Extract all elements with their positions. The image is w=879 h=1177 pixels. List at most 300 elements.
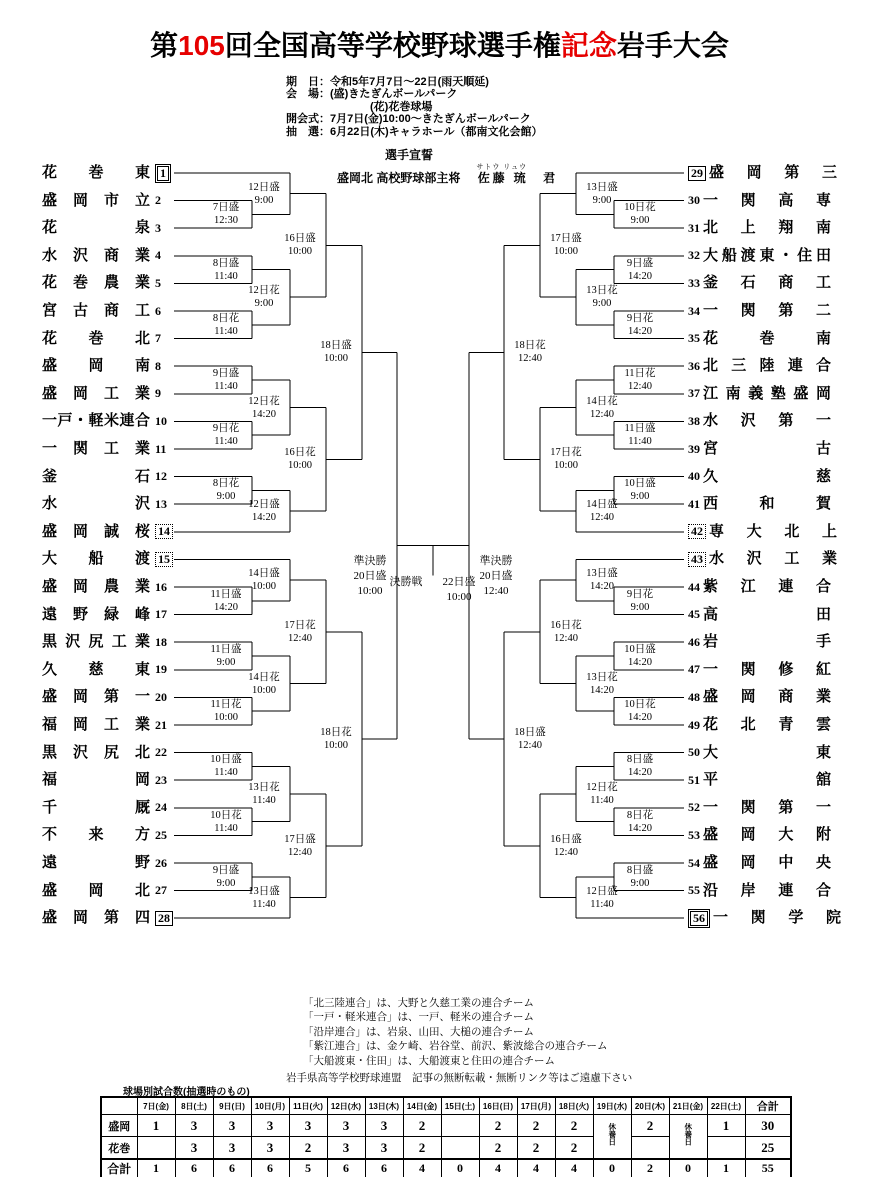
schedule-cell: 3 [365,1115,403,1137]
final-label: 決勝戦 [389,576,423,588]
team-row [688,467,843,487]
match-date: 11日盛 [210,644,242,655]
match-label [242,395,286,421]
match-time: 11:40 [252,795,276,806]
schedule-cell: 2 [479,1137,517,1160]
schedule-cell: 3 [327,1137,365,1160]
schedule-cell: 25 [745,1137,791,1160]
title-part-red: 105 [178,30,225,61]
team-name: 沿岸連合 [703,881,831,899]
team-row [688,549,843,569]
team-seed-number: 56 [688,909,710,928]
team-name: 盛岡市立 [42,191,150,209]
team-row [42,246,182,266]
team-name: 盛岡商業 [703,688,831,706]
match-date: 9日花 [626,312,654,324]
schedule-row-label: 合計 [101,1159,137,1177]
schedule-column-header: 12日(水) [327,1097,365,1115]
oath-honorific: 君 [543,171,556,185]
team-row [42,522,182,542]
team-name: 一関学院 [713,909,841,927]
team-name: 遠野 [42,854,150,871]
match-label [278,833,322,859]
title-part: 岩手大会 [616,30,729,61]
team-row [688,770,843,790]
team-name: 水沢工業 [709,550,837,568]
schedule-column-header: 7日(金) [137,1097,175,1115]
team-seed-number: 17 [155,607,167,622]
schedule-column-header: 13日(木) [365,1097,403,1115]
team-row [42,632,182,652]
match-time: 9:00 [630,601,650,613]
schedule-cell: 2 [403,1115,441,1137]
match-label [580,395,624,421]
match-date: 14日花 [248,671,280,683]
match-time: 14:20 [628,325,652,337]
match-time: 11:40 [214,436,238,448]
match-time: 9:00 [254,194,274,206]
schedule-cell: 3 [251,1137,289,1160]
match-time: 11:40 [214,270,238,282]
team-name: 盛岡中央 [703,854,831,871]
team-row [688,411,843,431]
match-label [544,833,588,859]
team-seed-number: 35 [688,331,700,346]
team-seed-number: 34 [688,303,700,318]
schedule-cell: 6 [327,1159,365,1177]
match-date: 16日盛 [550,833,582,845]
team-row [688,163,843,183]
team-row [42,301,182,321]
match-time: 9:00 [630,215,650,227]
match-date: 16日盛 [284,233,316,245]
team-name: 盛岡南 [42,357,150,375]
team-row [42,743,182,763]
team-seed-number: 46 [688,634,700,649]
match-label [242,284,286,310]
schedule-row [101,1115,791,1137]
team-row [42,384,182,404]
team-name: 一関修紅 [703,660,831,678]
match-date: 11日花 [210,699,242,711]
team-seed-number: 19 [155,662,167,677]
team-row [42,853,182,873]
team-seed-number: 36 [688,358,700,373]
team-row [688,522,843,542]
team-name: 宮古 [703,440,831,457]
schedule-cell: 2 [479,1115,517,1137]
team-seed-number: 14 [155,524,173,539]
match-time: 9:00 [216,491,236,503]
semifinal-time: 10:00 [357,585,383,597]
note-line: 「沿岸連合」は、岩泉、山田、大槌の連合チーム [303,1026,534,1038]
schedule-cell: 5 [289,1159,327,1177]
team-seed-number: 25 [155,827,167,842]
match-label [618,864,662,890]
match-label [580,284,624,310]
schedule-column-header: 11日(火) [289,1097,327,1115]
match-time: 10:00 [288,460,312,472]
schedule-cell: 2 [289,1137,327,1160]
team-row [688,273,843,293]
match-time: 10:00 [288,246,312,258]
schedule-cell [137,1137,175,1160]
team-seed-number: 49 [688,717,700,732]
match-date: 12日花 [248,395,280,407]
team-name: 盛岡第四 [42,909,150,927]
match-time: 14:20 [628,822,652,834]
schedule-cell: 2 [555,1137,593,1160]
team-name: 福岡工業 [42,716,150,733]
match-label [618,753,662,779]
match-label [314,726,358,752]
team-name: 花巻東 [42,164,150,181]
match-time: 14:20 [590,684,614,696]
team-name: 宮古商工 [42,302,150,319]
match-time: 10:00 [554,246,578,258]
match-time: 12:40 [590,408,614,420]
match-time: 11:40 [214,325,238,337]
team-seed-number: 7 [155,331,161,346]
schedule-cell [441,1115,479,1137]
match-date: 14日花 [586,395,618,407]
schedule-column-header: 21日(金) [669,1097,707,1115]
match-date: 10日盛 [624,644,656,655]
match-time: 10:00 [214,712,238,724]
team-seed-number: 22 [155,745,167,760]
match-time: 14:20 [214,601,238,613]
team-row [688,494,843,514]
team-name: 花北青雲 [703,716,831,733]
schedule-column-header: 15日(土) [441,1097,479,1115]
match-date: 9日盛 [626,257,654,269]
match-label [580,181,624,207]
match-date: 8日盛 [626,754,654,766]
team-seed-number: 23 [155,772,167,787]
schedule-cell: 1 [137,1159,175,1177]
match-date: 10日花 [210,809,242,821]
match-time: 12:30 [214,215,238,227]
match-time: 9:00 [254,298,274,310]
match-time: 11:40 [214,822,238,834]
note-line: 「大船渡東・住田」は、大船渡東と住田の連合チーム [303,1055,555,1067]
team-seed-number: 44 [688,579,700,594]
team-name: 盛岡工業 [42,384,150,402]
team-seed-number: 48 [688,689,700,704]
match-time: 12:40 [288,846,312,858]
oath-furigana: サトウ リュウ [476,164,528,171]
match-date: 8日花 [212,312,240,324]
team-name: 盛岡大附 [703,826,831,844]
team-row [42,411,182,431]
match-date: 9日花 [626,588,654,600]
match-time: 14:20 [252,408,276,420]
team-row [42,273,182,293]
match-time: 10:00 [252,684,276,696]
team-row [42,605,182,625]
team-seed-number: 3 [155,220,161,235]
info-line-venue: 会 場：(盛)きたぎんボールパーク [286,88,458,101]
team-name: 一戸・軽米連合 [42,412,150,430]
team-seed-number: 42 [688,524,706,539]
team-seed-number: 2 [155,193,161,208]
schedule-cell [441,1137,479,1160]
match-date: 17日盛 [284,833,316,845]
team-row [42,825,182,845]
oath-name-kanji: 佐藤 琉 [476,171,528,185]
match-label [618,809,662,835]
team-name: 花巻南 [703,329,831,347]
team-name: 大東 [703,743,831,761]
match-date: 18日盛 [320,340,352,352]
schedule-table-title: 球場別試合数(抽選時のもの) [123,1087,250,1098]
team-row [688,881,843,901]
match-label [508,726,552,752]
match-time: 12:40 [554,846,578,858]
team-row [42,715,182,735]
team-row [42,494,182,514]
match-time: 12:40 [628,381,652,392]
schedule-table [100,1096,792,1177]
team-row [42,881,182,901]
match-date: 8日盛 [212,257,240,269]
team-seed-number: 11 [155,441,167,456]
match-date: 8日花 [212,478,240,490]
team-row [42,356,182,376]
match-time: 10:00 [324,739,348,751]
match-date: 12日盛 [248,499,280,511]
team-seed-number: 15 [155,552,173,567]
match-date: 9日盛 [212,864,240,876]
info-line-opening: 開会式：7月7日(金)10:00～きたぎんボールパーク [286,113,531,126]
match-date: 17日花 [284,619,316,631]
match-date: 12日盛 [586,885,618,897]
team-seed-number: 43 [688,552,706,567]
schedule-cell: 30 [745,1115,791,1137]
team-row [688,191,843,211]
match-date: 18日花 [320,726,352,738]
schedule-cell: 3 [213,1115,251,1137]
team-name: 黒沢尻北 [42,743,150,761]
schedule-cell: 6 [175,1159,213,1177]
team-name: 水沢商業 [42,246,150,264]
team-row [42,191,182,211]
info-line-dates: 期 日：令和5年7月7日～22日(雨天順延) [286,76,489,88]
match-label [618,422,662,448]
match-time: 9:00 [630,491,650,503]
team-row [42,218,182,238]
team-name: 花巻農業 [42,274,150,292]
team-seed-number: 18 [155,634,167,649]
match-time: 11:40 [214,381,238,392]
match-date: 14日盛 [248,568,280,580]
match-date: 9日花 [212,423,240,435]
team-seed-number: 26 [155,855,167,870]
team-seed-number: 47 [688,662,700,677]
team-name: 黒沢尻工業 [42,633,150,651]
schedule-column-header: 合計 [745,1097,791,1115]
schedule-cell: 4 [555,1159,593,1177]
team-seed-number: 10 [155,413,167,428]
team-name: 平舘 [703,771,831,789]
match-label [580,567,624,593]
match-label [618,588,662,614]
match-date: 10日花 [624,202,656,214]
match-label [580,498,624,524]
match-label [242,181,286,207]
match-label [544,446,588,472]
schedule-cell: 3 [175,1115,213,1137]
team-row [688,246,843,266]
schedule-cell: 0 [669,1159,707,1177]
match-label [204,422,248,448]
team-row [688,384,843,404]
match-date: 9日盛 [212,368,240,379]
team-row [42,163,182,183]
semifinal-time: 12:40 [483,585,509,597]
team-seed-number: 20 [155,689,167,704]
note-line: 「紫江連合」は、金ケ崎、岩谷堂、前沢、紫波総合の連合チーム [303,1041,608,1053]
match-date: 8日盛 [626,864,654,876]
team-row [688,853,843,873]
team-seed-number: 33 [688,275,700,290]
team-row [688,439,843,459]
team-name: 西和賀 [703,495,831,513]
match-time: 10:00 [252,581,276,593]
team-seed-number: 21 [155,717,167,732]
schedule-cell: 1 [707,1159,745,1177]
schedule-cell: 4 [403,1159,441,1177]
semifinal-title: 準決勝 [479,555,513,567]
schedule-column-header: 9日(日) [213,1097,251,1115]
team-name: 一関高専 [703,191,831,209]
team-seed-number: 6 [155,303,161,318]
team-name: 紫江連合 [703,578,831,595]
schedule-cell: 3 [327,1115,365,1137]
match-time: 12:40 [518,739,542,751]
schedule-cell: 4 [517,1159,555,1177]
team-row [688,577,843,597]
schedule-cell: 3 [213,1137,251,1160]
match-label [618,367,662,393]
match-time: 14:20 [628,767,652,779]
match-date: 16日花 [284,447,316,459]
match-date: 17日盛 [550,233,582,245]
match-time: 12:40 [554,632,578,644]
team-row [688,687,843,707]
combined-team-notes [303,997,608,1069]
team-name: 盛岡第三 [709,164,837,181]
schedule-row-label: 花巻 [101,1137,137,1160]
team-seed-number: 28 [155,911,173,926]
match-label [544,619,588,645]
team-row [688,356,843,376]
match-date: 10日盛 [210,754,242,766]
match-time: 14:20 [252,512,276,524]
schedule-row [101,1159,791,1177]
team-seed-number: 32 [688,248,700,263]
schedule-cell: 3 [289,1115,327,1137]
match-time: 14:20 [628,657,652,668]
team-name: 大船渡東・住田 [703,246,831,264]
team-name: 遠野緑峰 [42,605,150,623]
team-row [42,467,182,487]
match-label [278,232,322,258]
match-label [204,698,248,724]
match-time: 14:20 [628,270,652,282]
team-seed-number: 31 [688,220,700,235]
team-name: 水沢 [42,495,150,513]
team-seed-number: 9 [155,386,161,401]
note-line: 「北三陸連合」は、大野と久慈工業の連合チーム [303,998,534,1009]
semifinal-title: 準決勝 [353,555,387,567]
team-seed-number: 8 [155,358,161,373]
team-seed-number: 1 [155,164,171,183]
team-seed-number: 5 [155,275,161,290]
match-time: 14:20 [628,712,652,724]
match-label [242,567,286,593]
match-time: 9:00 [592,194,612,206]
team-row [688,632,843,652]
team-row [688,743,843,763]
team-row [688,218,843,238]
team-name: 一関工業 [42,440,150,457]
schedule-cell [707,1137,745,1160]
team-name: 千厩 [42,798,150,816]
match-label [242,498,286,524]
schedule-cell: 0 [441,1159,479,1177]
team-seed-number: 29 [688,166,706,181]
team-seed-number: 38 [688,413,700,428]
rest-day-cell [669,1115,707,1160]
schedule-cell: 6 [251,1159,289,1177]
match-date: 11日盛 [210,588,242,600]
semifinal-date: 20日盛 [479,570,513,582]
team-row [688,825,843,845]
team-name: 専大北上 [709,522,837,540]
match-date: 8日花 [626,809,654,821]
team-seed-number: 39 [688,441,700,456]
team-name: 岩手 [703,633,831,651]
schedule-cell: 4 [479,1159,517,1177]
final-time: 10:00 [446,591,472,603]
schedule-cell: 2 [555,1115,593,1137]
team-name: 盛岡北 [42,881,150,899]
team-row [42,908,182,928]
team-row [688,660,843,680]
match-label [580,671,624,697]
team-name: 盛岡誠桜 [42,522,150,540]
team-seed-number: 13 [155,496,167,511]
info-line-venue2: (花)花巻球場 [370,100,433,113]
schedule-cell [631,1137,669,1160]
team-row [688,798,843,818]
schedule-column-header: 22日(土) [707,1097,745,1115]
match-time: 9:00 [592,298,612,310]
team-seed-number: 52 [688,800,700,815]
match-time: 14:20 [590,581,614,593]
rest-day-cell [593,1115,631,1160]
match-label [204,809,248,835]
schedule-cell: 6 [213,1159,251,1177]
team-seed-number: 45 [688,607,700,622]
match-label [618,698,662,724]
team-name: 北三陸連合 [703,357,831,375]
match-date: 17日花 [550,447,582,459]
team-name: 花泉 [42,219,150,237]
match-time: 9:00 [630,877,650,889]
match-time: 9:00 [216,657,236,668]
